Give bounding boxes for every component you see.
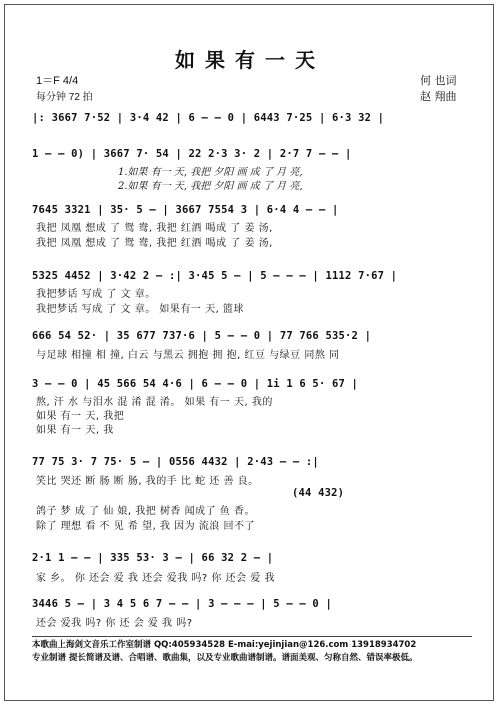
- score-system-9-notes: 3446 5 — | 3 4 5 6 7 — — | 3 — — — | 5 — — 0 |: [32, 598, 332, 610]
- lyrics-line: 我把梦话 写成 了 文 章。 如果有一 天, 篮球: [36, 304, 244, 315]
- lyrics-line: 如果 有一 天, 我把: [36, 411, 125, 422]
- footer-credit-line: 本歌曲上海剑文音乐工作室制谱 QQ:405934528 E-mai:yejinjian@126.com 13918934702: [32, 640, 417, 650]
- lyrics-line: 1.如果 有一 天, 我把 夕阳 画 成 了 月 亮,: [118, 167, 303, 178]
- score-ossia-notes: (44 432): [292, 487, 345, 499]
- lyrics-line: 笑比 哭还 断 肠 断 肠, 我的手 比 蛇 还 善 良。: [36, 476, 259, 487]
- score-system-2-notes: 1 — — 0) | 3667 7· 54 | 22 2·3 3· 2 | 2·7 7 — — |: [32, 148, 352, 160]
- lyrics-line: 与足球 相撞 相 撞, 白云 与黑云 拥抱 拥 抱, 红豆 与绿豆 同熬 同: [36, 350, 340, 361]
- lyrics-line: 如果 有一 天, 我: [36, 425, 114, 436]
- score-system-1-notes: |: 3667 7·52 | 3·4 42 | 6 — — 0 | 6443 7·25 | 6·3 32 |: [32, 112, 385, 124]
- composer-credit: 赵 翔曲: [420, 90, 457, 103]
- lyrics-line: 熬, 汗 水 与泪水 混 淆 混 淆。 如果 有一 天, 我的: [36, 397, 273, 408]
- lyrics-line: 除了 理想 看 不 见 希 望, 我 因为 流浪 回不了: [36, 521, 255, 532]
- score-system-5-notes: 666 54 52· | 35 677 737·6 | 5 — — 0 | 77 766 535·2 |: [32, 330, 372, 342]
- lyrics-line: 鸽子 梦 成 了 仙 娘, 我把 树香 闻成了 鱼 香。: [36, 506, 255, 517]
- key-signature: 1＝F 4/4: [36, 75, 79, 87]
- lyrics-line: 我把梦话 写成 了 文 章。: [36, 289, 156, 300]
- score-system-6-notes: 3 — — 0 | 45 566 54 4·6 | 6 — — 0 | 1i 1 6 5· 67 |: [32, 378, 359, 390]
- footer-service-line: 专业制谱 提长简谱及谱、合唱谱、歌曲集，以及专业歌曲谱制谱。谱面美观、匀称自然、错误率极低。: [32, 653, 418, 663]
- lyricist-credit: 何 也词: [420, 74, 457, 87]
- score-system-7-notes: 77 75 3· 7 75· 5 — | 0556 4432 | 2·43 — — :|: [32, 456, 319, 468]
- score-system-8-notes: 2·1 1 — — | 335 53· 3 — | 66 32 2 — |: [32, 552, 274, 564]
- score-system-3-notes: 7645 3321 | 35· 5 — | 3667 7554 3 | 6·4 4 — — |: [32, 204, 339, 216]
- score-system-4-notes: 5325 4452 | 3·42 2 — :| 3·45 5 — | 5 — — — | 1112 7·67 |: [32, 270, 398, 282]
- lyrics-line: 2.如果 有一 天, 我把 夕阳 画 成 了 月 亮,: [118, 181, 303, 192]
- lyrics-line: 我把 凤凰 想成 了 鸳 鸯, 我把 红酒 喝成 了 姜 汤,: [36, 238, 273, 249]
- lyrics-line: 我把 凤凰 想成 了 鸳 鸯, 我把 红酒 喝成 了 姜 汤,: [36, 223, 273, 234]
- tempo-marking: 每分钟 72 拍: [36, 92, 93, 103]
- lyrics-line: 家 乡。 你 还会 爱 我 还会 爱我 吗? 你 还会 爱 我: [36, 573, 275, 584]
- footer: [32, 636, 472, 665]
- lyrics-line: 还会 爱我 吗? 你 还 会 爱 我 吗?: [36, 618, 193, 629]
- song-title: 如果有一天: [175, 48, 325, 72]
